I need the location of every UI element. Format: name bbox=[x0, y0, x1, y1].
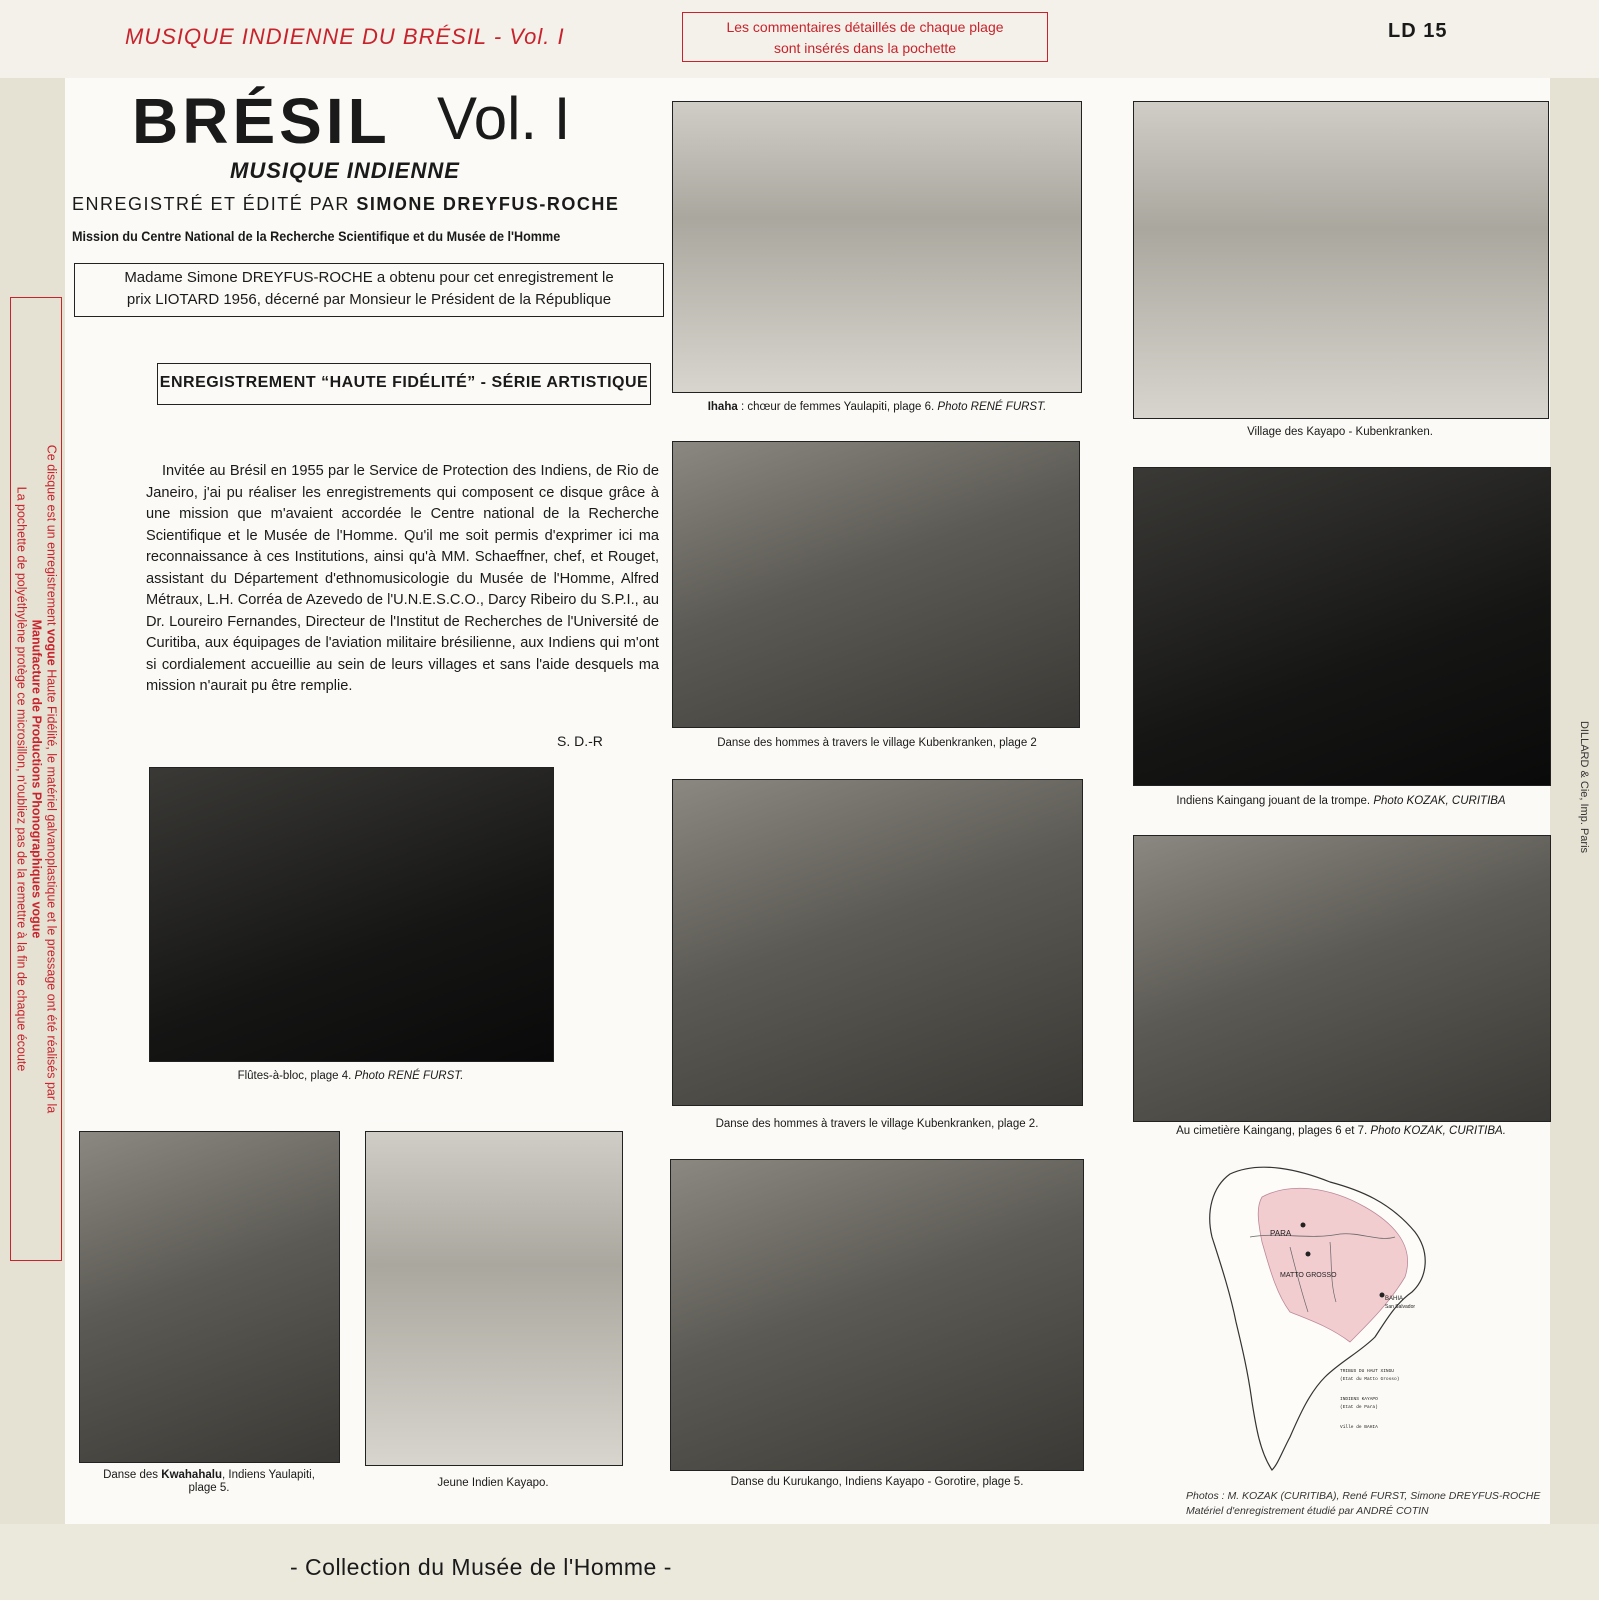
printer-credit: DILLARD & Cie, Imp. Paris bbox=[1578, 720, 1590, 854]
caption-kwahahalu bbox=[74, 1469, 344, 1495]
map-legend-3: INDIENS KAYAPO bbox=[1340, 1397, 1378, 1402]
photo-ihaha bbox=[672, 101, 1082, 393]
caption-village: Village des Kayapo - Kubenkranken. bbox=[1247, 426, 1433, 438]
photo-kwahahalu bbox=[79, 1131, 340, 1463]
notice-line-2: sont insérés dans la pochette bbox=[773, 40, 957, 56]
photo-jeune-indien bbox=[365, 1131, 623, 1466]
photo-credits bbox=[1186, 1489, 1540, 1519]
side-line-1-brand: vogue bbox=[44, 628, 59, 666]
side-line-1-post: Haute Fidélité, le matériel galvanoplastique et le pressage ont été réalisés par la bbox=[44, 665, 59, 1114]
side-line-2: Manufacture de Productions Phonographiques vogue bbox=[29, 619, 44, 939]
caption-cimetiere-text: Au cimetière Kaingang, plages 6 et 7. bbox=[1176, 1125, 1371, 1137]
series-title: MUSIQUE INDIENNE DU BRÉSIL - Vol. I bbox=[125, 24, 565, 49]
collection-footer: - Collection du Musée de l'Homme - bbox=[290, 1554, 672, 1580]
photo-village bbox=[1133, 101, 1549, 419]
prize-line-1: Madame Simone DREYFUS-ROCHE a obtenu pour cet enregistrement le bbox=[124, 269, 614, 286]
caption-kurukango: Danse du Kurukango, Indiens Kayapo - Gorotire, plage 5. bbox=[730, 1476, 1024, 1488]
caption-kwahahalu-post: , Indiens Yaulapiti, bbox=[221, 1469, 315, 1481]
photo-kurukango bbox=[670, 1159, 1084, 1471]
side-text bbox=[14, 319, 59, 1239]
caption-kwahahalu-pre: Danse des bbox=[103, 1469, 162, 1481]
photo-kaingang bbox=[1133, 467, 1551, 786]
map-legend-2: (Etat du Matto Grosso) bbox=[1340, 1377, 1400, 1382]
caption-ihaha-text: : chœur de femmes Yaulapiti, plage 6. bbox=[737, 401, 938, 413]
side-line-3: La pochette de polyéthylène protège ce microsillon, n'oubliez pas de la remettre à la fin de chaque écoute bbox=[14, 486, 29, 1072]
hifi-box: ENREGISTREMENT “HAUTE FIDÉLITÉ” - SÉRIE ARTISTIQUE bbox=[157, 363, 651, 405]
recorded-by-prefix: ENREGISTRÉ ET ÉDITÉ PAR bbox=[72, 194, 350, 214]
caption-danse-1: Danse des hommes à travers le village Kubenkranken, plage 2 bbox=[717, 737, 1037, 749]
caption-flutes-photo: Photo RENÉ FURST. bbox=[354, 1070, 464, 1082]
caption-kwahahalu-line2: plage 5. bbox=[188, 1482, 230, 1494]
signature: S. D.-R bbox=[557, 733, 603, 749]
caption-kaingang-text: Indiens Kaingang jouant de la trompe. bbox=[1176, 795, 1374, 807]
map-legend-4: (Etat de Para) bbox=[1340, 1405, 1378, 1410]
caption-danse-2: Danse des hommes à travers le village Kubenkranken, plage 2. bbox=[715, 1118, 1039, 1130]
caption-ihaha bbox=[662, 401, 1092, 413]
credits-line-2: Matériel d'enregistrement étudié par ANDRÉ COTIN bbox=[1186, 1505, 1429, 1517]
body-paragraph: Invitée au Brésil en 1955 par le Service de Protection des Indiens, de Rio de Janeiro, j'ai pu réaliser les enregistrements qui composent ce disque grâce à une mission que m'avaient accordée le Centre national de la Recherche Scientifique et le Musée de l'Homme. Qu'il me soit permis d'exprimer ici ma reconnaissance à ces Institutions, ainsi qu'à MM. Schaeffner, chef, et Rouget, assistant du Département d'ethnomusicologie du Musée de l'Homme, Alfred Métraux, L.H. Corréa de Azevedo de l'U.N.E.S.C.O., Darcy Ribeiro du S.P.I., au Dr. Loureiro Fernandes, Directeur de l'Institut de Recherches de l'Université de Curitiba, aux équipages de l'aviation militaire brésilienne, aux Indiens qui m'ont si cordialement accueillie au sein de leurs villages et sans l'aide desquels ma mission n'aurait pu être remplie. bbox=[146, 463, 659, 694]
credits-line-1: Photos : M. KOZAK (CURITIBA), René FURST, Simone DREYFUS-ROCHE bbox=[1186, 1490, 1541, 1502]
main-title: BRÉSIL bbox=[132, 85, 391, 157]
photo-danse-2 bbox=[672, 779, 1083, 1106]
map-marker bbox=[1306, 1252, 1311, 1257]
south-america-map bbox=[1190, 1152, 1445, 1472]
photo-flutes bbox=[149, 767, 554, 1062]
right-flap bbox=[1550, 78, 1599, 1524]
caption-kaingang bbox=[1133, 795, 1549, 807]
caption-flutes bbox=[149, 1070, 552, 1082]
caption-kwahahalu-bold: Kwahahalu bbox=[161, 1469, 222, 1481]
side-line-1-pre: Ce disque est un enregistrement bbox=[44, 444, 59, 629]
map-marker bbox=[1301, 1223, 1306, 1228]
caption-kaingang-photo: Photo KOZAK, CURITIBA bbox=[1373, 795, 1506, 807]
subtitle: MUSIQUE INDIENNE bbox=[230, 158, 460, 183]
side-line-1 bbox=[44, 319, 59, 1239]
map-label-matto-grosso: MATTO GROSSO bbox=[1280, 1272, 1337, 1279]
caption-flutes-text: Flûtes-à-bloc, plage 4. bbox=[237, 1070, 355, 1082]
body-text bbox=[146, 461, 659, 698]
photo-danse-1 bbox=[672, 441, 1080, 728]
map-label-bahia: BAHIA bbox=[1385, 1296, 1404, 1302]
map-legend-5: Ville de BAHIA bbox=[1340, 1425, 1378, 1430]
volume-title: Vol. I bbox=[437, 85, 571, 152]
photo-cimetiere bbox=[1133, 835, 1551, 1122]
notice-line-1: Les commentaires détaillés de chaque plage bbox=[726, 19, 1004, 35]
recorded-by bbox=[72, 194, 619, 215]
caption-cimetiere-photo: Photo KOZAK, CURITIBA. bbox=[1370, 1125, 1506, 1137]
catalog-number: LD 15 bbox=[1388, 20, 1448, 42]
caption-jeune-indien: Jeune Indien Kayapo. bbox=[437, 1477, 549, 1489]
map-legend-1: TRIBUS DU HAUT XINGU bbox=[1340, 1369, 1395, 1374]
mission-line: Mission du Centre National de la Recherche Scientifique et du Musée de l'Homme bbox=[72, 228, 561, 244]
bottom-band bbox=[0, 1524, 1599, 1600]
caption-cimetiere bbox=[1133, 1125, 1549, 1137]
prize-line-2: prix LIOTARD 1956, décerné par Monsieur le Président de la République bbox=[126, 291, 612, 308]
notice-box bbox=[682, 12, 1048, 62]
map-label-para: PARA bbox=[1270, 1229, 1292, 1238]
recorded-by-name: SIMONE DREYFUS-ROCHE bbox=[356, 194, 620, 214]
prize-box bbox=[74, 263, 664, 317]
caption-ihaha-bold: Ihaha bbox=[707, 401, 738, 413]
map-label-salvador: San Salvador bbox=[1385, 1304, 1416, 1310]
map-marker bbox=[1380, 1293, 1385, 1298]
caption-ihaha-photo: Photo RENÉ FURST. bbox=[937, 401, 1047, 413]
